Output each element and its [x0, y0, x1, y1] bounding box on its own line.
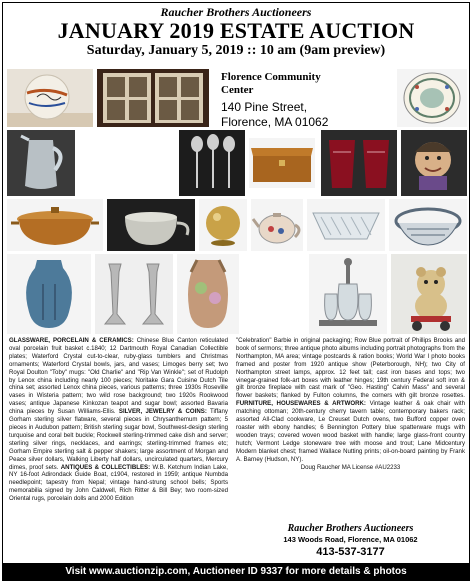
venue-city: Florence, MA 01062	[221, 115, 329, 129]
venue-street: 140 Pine Street,	[221, 100, 308, 114]
company-name: Raucher Brothers Auctioneers	[160, 5, 312, 19]
toby-mug-photo	[401, 130, 467, 196]
wooden-box-photo	[249, 138, 315, 188]
desc-text-furniture: Vintage leather & oak chair with matching ottoman; 20th-century cherry tavern table; contemporary bakers rack; assorted All-Clad cookware, Le Creuset Dutch ovens, two Bufford copper oven roaster with ebony handles; 6 Bennington Pottery blue spatterware mugs with wooden trays; covered woven wood basket with handle; large glass-front country hutch; Vermont Ledge stoneware tree with moose and trout; Lane Midcentury Modern blanket chest; framed Wallace Nutting prints; oil-on-board painting by Frank A. Barney (Hudson, NY).	[236, 400, 465, 463]
copper-tureen-photo	[7, 199, 103, 251]
glass-pitcher-photo	[7, 130, 75, 196]
desc-heading-silver: SILVER, JEWELRY & COINS:	[118, 408, 207, 416]
desc-text-silver: Tiffany Gorham sterling silver flatware, several pieces in Chrysanthemum pattern; 5 pieces in Audubon pattern; British sterling sugar bowl, Southwest-design sterling turquoise and coral belt buckle; Rockwell sterling-trimmed cake dish and server; sterling silver rings, necklaces, and earrings; sterling-trimmed frames etc; Gorham Empire sterling salt & pepper shakers; large assortment of Morgan and Peace silver dollars, Walking Liberty half dollars, uncirculated quarters, Mercury dimes, proof sets.	[9, 408, 228, 471]
roseville-vase-photo	[177, 254, 239, 334]
description-right-column	[236, 337, 465, 471]
art-pottery-vase-photo	[7, 254, 91, 334]
auction-ad	[2, 2, 470, 581]
auctioneer-license: Doug Raucher MA License #AU2233	[300, 463, 401, 471]
desc-heading-glassware: GLASSWARE, PORCELAIN & CERAMICS:	[9, 337, 134, 344]
contact-block	[236, 523, 465, 559]
desc-heading-furniture: FURNITURE, HOUSEWARES & ARTWORK:	[236, 400, 366, 408]
auction-title: JANUARY 2019 ESTATE AUCTION	[57, 18, 415, 43]
brass-kettle-photo	[107, 199, 195, 251]
cruet-set-photo	[309, 254, 387, 334]
brass-sphere-photo	[199, 199, 247, 251]
desc-text-glassware: Chinese Blue Canton reticulated oval porcelain fruit basket c.1840; 12 Dartmouth Royal Canadian Collectible plates; Waterford Crystal cut-to-clear, ruby-glass tumblers and Christmas ornaments; Waterford Crystal bowls, jars, and vases; Limoges berry set; two Royal Doulton "Toby" mugs: "Old Charlie" and "Rip Van Winkle"; set of Rudolph by Lenox china including nearly 100 pieces; Noritake Gara Cuisine Dutch Tile china set; assorted Lenox china pieces, various patterns; three 1930s Roseville vases in Wisteria pattern; two wild rose background; two 1920s Rookwood vases; antique Japanese Kinkozan teapot and sugar bowl; assorted Bavaria china pieces by Susan Williams-Ellis.	[9, 337, 228, 416]
auction-date: Saturday, January 5, 2019 :: 10 am (9am preview)	[86, 43, 386, 58]
mohair-bear-photo	[391, 254, 467, 334]
decorated-plate-photo	[397, 69, 467, 127]
footer-address: 143 Woods Road, Florence, MA 01062	[283, 535, 418, 544]
wire-basket-photo	[389, 199, 467, 251]
footer-phone: 413-537-3177	[316, 546, 385, 558]
teapot-photo	[251, 199, 303, 251]
cabinet-card-album-photo	[97, 69, 209, 127]
desc-text-antiques-cont: "Celebration" Barbie in original packaging; Row Blue portrait of Phillips Brooks and book of sermons; three antique photo albums including portrait photographs from the Northampton, MA area; vintage postcards & ration books; World War I photo books framed and poster from 1920 antique show (Peterborough, NH); two City of Northampton street lamps, approx. 12 feet tall; cast iron bases and tops; two vinegar-grained folk-art boxes with leather hinges; 19th century Federal soft iron & gilt bronze fireplace with cast mark of "Geo. Hasting" Calvin Mass" and several flower baskets; flanked by Fulton columns, the corners with gilt bronze rosettes.	[236, 337, 465, 400]
desc-text-antiques: W.B. Ketchum Indian Lake, NY 16-foot Adirondack Guide Boat, c1904, restored in 1959; antique Numbda needlepoint; tapestry from Nepal; vintage hand-strung school bells; Sports memorabilia signed by John Caldwell, Rich Ritter & Bill Bey; two room-sized Oriental rugs, porcelain dolls and 2000 Edition	[9, 463, 228, 503]
venue-name: Florence Community Center	[221, 71, 321, 96]
signed-basketball-photo	[7, 69, 93, 127]
silver-spoons-photo	[179, 130, 245, 196]
candlesticks-photo	[95, 254, 173, 334]
description-left-column	[9, 337, 228, 503]
website-banner[interactable]: Visit www.auctionzip.com, Auctioneer ID 9337 for more details & photos	[3, 563, 469, 580]
cut-glass-bowl-photo	[307, 199, 385, 251]
footer-company: Raucher Brothers Auctioneers	[287, 523, 414, 534]
venue	[221, 71, 341, 130]
desc-heading-antiques: ANTIQUES & COLLECTIBLES:	[60, 463, 151, 471]
ruby-glasses-photo	[321, 130, 397, 196]
